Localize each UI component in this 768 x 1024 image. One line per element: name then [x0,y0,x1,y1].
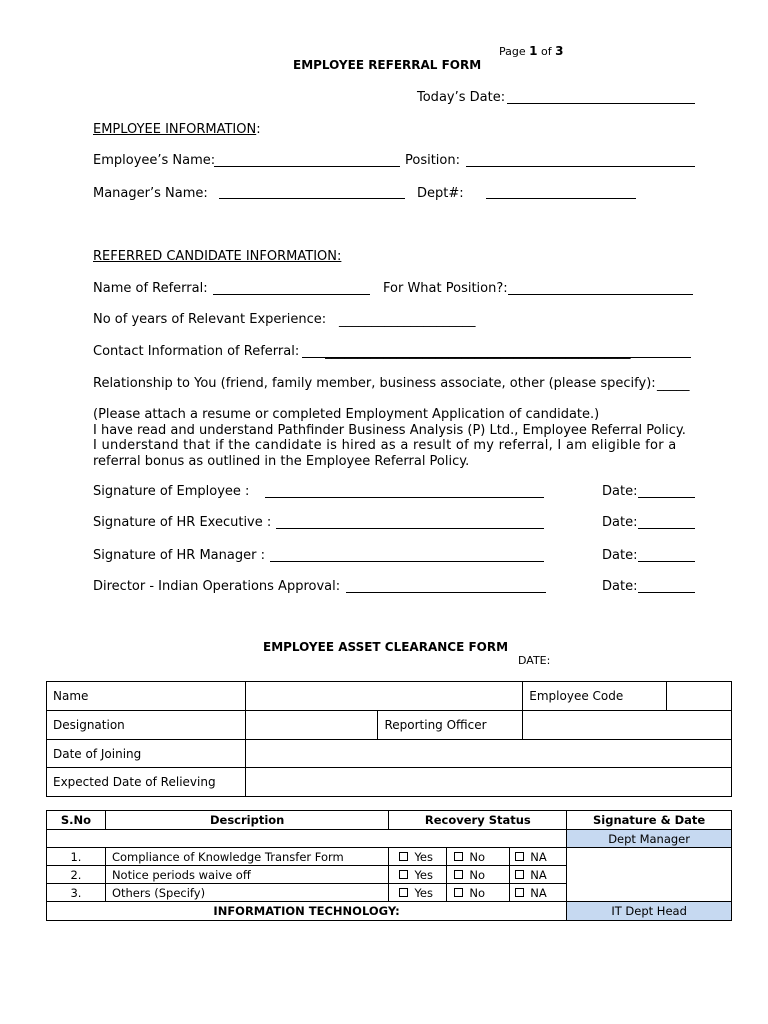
signature-employee-label: Signature of Employee : [93,484,250,499]
page-of: of [541,45,552,58]
checkbox-icon[interactable] [515,870,524,879]
candidate-info-heading: REFERRED CANDIDATE INFORMATION: [93,249,342,264]
todays-date-field[interactable] [507,103,695,104]
position-label: Position: [405,153,460,168]
signature-hr-manager-field[interactable] [270,561,544,562]
yes-option[interactable] [389,866,447,884]
na-label: NA [530,867,547,882]
page-current: 1 [529,44,538,58]
name-of-referral-label: Name of Referral: [93,281,208,296]
clearance-form-title: EMPLOYEE ASSET CLEARANCE FORM [263,640,509,654]
no-label: No [469,885,486,900]
it-dept-head-cell: IT Dept Head [567,902,732,921]
contact-info-label: Contact Information of Referral: [93,344,300,359]
dept-manager-signature-cell[interactable] [567,848,732,902]
signature-hr-executive-date-field[interactable] [638,528,695,529]
row-description: Notice periods waive off [105,866,389,884]
expected-relieving-value-cell[interactable] [245,768,731,797]
signature-director-field[interactable] [346,592,546,593]
no-label: No [469,867,486,882]
manager-name-label: Manager’s Name: [93,186,208,201]
na-option[interactable] [510,848,567,866]
employee-info-table [46,681,732,797]
employee-info-heading [93,122,261,137]
relationship-field[interactable]: _____ [657,377,690,392]
position-field[interactable] [466,166,695,167]
yes-label: Yes [414,849,434,864]
no-option[interactable] [447,884,510,902]
checkbox-icon[interactable] [454,870,463,879]
signature-employee-date-field[interactable] [638,497,695,498]
checkbox-icon[interactable] [399,888,408,897]
yes-label: Yes [414,867,434,882]
employee-name-field[interactable] [214,166,400,167]
signature-hr-manager-date-label: Date: [602,548,638,563]
checkbox-icon[interactable] [515,852,524,861]
sno-header: S.No [47,811,106,830]
employee-info-heading-text: EMPLOYEE INFORMATION [93,122,257,137]
na-option[interactable] [510,866,567,884]
name-label-cell: Name [47,682,246,711]
it-section-row: INFORMATION TECHNOLOGY: [47,902,567,921]
signature-hr-executive-label: Signature of HR Executive : [93,515,272,530]
no-option[interactable] [447,866,510,884]
years-experience-label: No of years of Relevant Experience: [93,312,327,327]
manager-name-field[interactable] [219,198,405,199]
employee-info-colon: : [256,122,261,137]
signature-hr-manager-label: Signature of HR Manager : [93,548,265,563]
employee-code-label-cell: Employee Code [523,682,667,711]
row-description: Others (Specify) [105,884,389,902]
dept-label: Dept#: [417,186,464,201]
designation-value-cell[interactable] [245,711,378,740]
referral-policy-paragraph [93,407,693,469]
signature-hr-executive-field[interactable] [276,528,544,529]
na-label: NA [530,849,547,864]
table-row [47,848,732,866]
clearance-date-label: DATE: [518,654,551,667]
na-label: NA [530,885,547,900]
paragraph-line: I have read and understand Pathfinder Business Analysis (P) Ltd., Employee Referral Policy. [93,422,686,438]
contact-info-field[interactable]: _______________________________________________ [325,345,631,360]
paragraph-line: referral bonus as outlined in the Employee Referral Policy. [93,453,470,469]
employee-code-value-cell[interactable] [667,682,732,711]
yes-option[interactable] [389,848,447,866]
name-value-cell[interactable] [245,682,523,711]
page-indicator [499,44,563,58]
signature-employee-field[interactable] [265,497,544,498]
signature-hr-manager-date-field[interactable] [638,561,695,562]
for-what-position-field[interactable] [508,294,693,295]
checkbox-icon[interactable] [454,888,463,897]
na-option[interactable] [510,884,567,902]
department-section-row [47,830,567,848]
no-label: No [469,849,486,864]
name-of-referral-field[interactable] [213,294,370,295]
row-sno: 3. [47,884,106,902]
checkbox-icon[interactable] [515,888,524,897]
row-sno: 1. [47,848,106,866]
row-description: Compliance of Knowledge Transfer Form [105,848,389,866]
yes-option[interactable] [389,884,447,902]
relationship-label: Relationship to You (friend, family member, business associate, other (please specify): [93,376,656,391]
no-option[interactable] [447,848,510,866]
signature-date-header: Signature & Date [567,811,732,830]
checkbox-icon[interactable] [399,852,408,861]
description-header: Description [105,811,389,830]
signature-director-label: Director - Indian Operations Approval: [93,579,341,594]
years-experience-field[interactable]: _____________________ [339,313,476,328]
checkbox-icon[interactable] [399,870,408,879]
signature-director-date-field[interactable] [638,592,695,593]
designation-label-cell: Designation [47,711,246,740]
reporting-officer-label-cell: Reporting Officer [378,711,523,740]
yes-label: Yes [414,885,434,900]
page-total: 3 [555,44,564,58]
dept-manager-cell: Dept Manager [567,830,732,848]
date-of-joining-value-cell[interactable] [245,740,731,768]
referral-form-title: EMPLOYEE REFERRAL FORM [293,58,482,72]
signature-hr-executive-date-label: Date: [602,515,638,530]
paragraph-line: I understand that if the candidate is hired as a result of my referral, I am eligible for a [93,438,677,453]
recovery-status-table [46,810,732,921]
recovery-status-header: Recovery Status [389,811,567,830]
reporting-officer-value-cell[interactable] [523,711,732,740]
checkbox-icon[interactable] [454,852,463,861]
dept-field[interactable] [486,198,636,199]
paragraph-line: (Please attach a resume or completed Employment Application of candidate.) [93,407,600,422]
expected-relieving-label-cell: Expected Date of Relieving [47,768,246,797]
signature-employee-date-label: Date: [602,484,638,499]
todays-date-label: Today’s Date: [417,90,506,105]
for-what-position-label: For What Position?: [383,281,508,296]
page-prefix: Page [499,45,526,58]
signature-director-date-label: Date: [602,579,638,594]
row-sno: 2. [47,866,106,884]
employee-name-label: Employee’s Name: [93,153,216,168]
date-of-joining-label-cell: Date of Joining [47,740,246,768]
